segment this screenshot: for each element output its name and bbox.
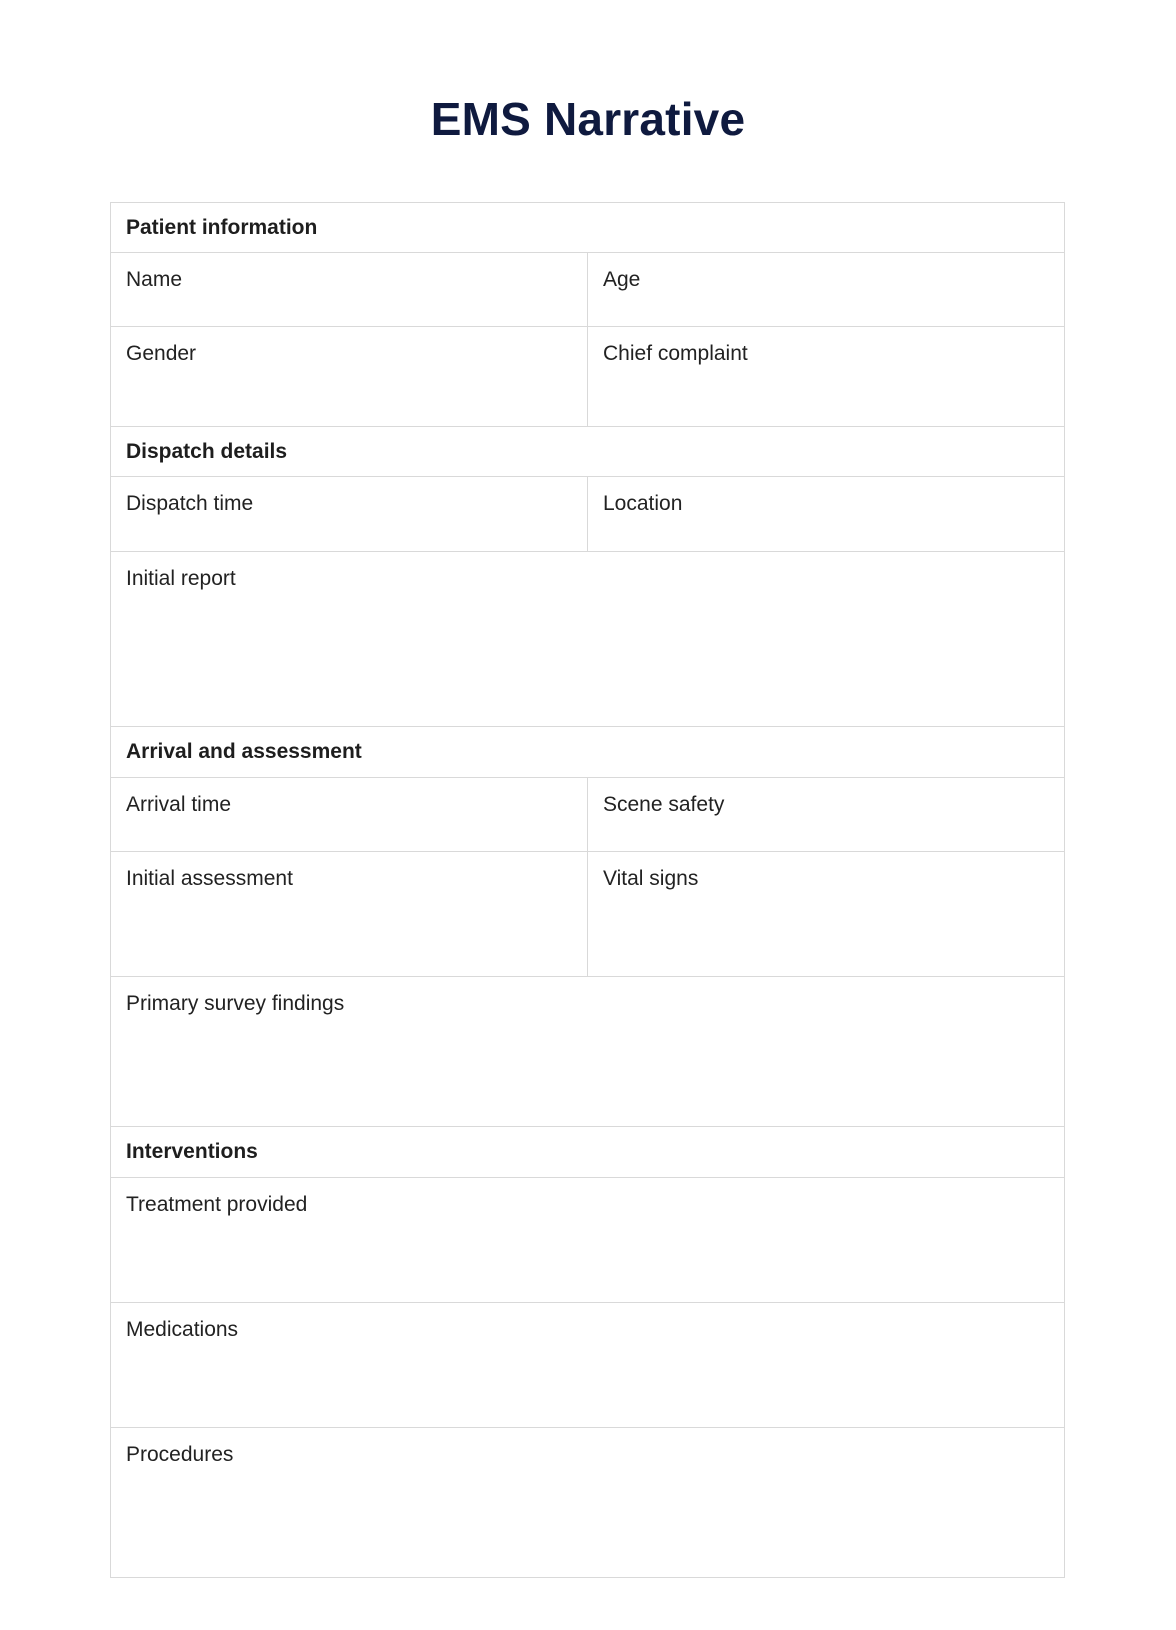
form-row	[111, 327, 1065, 427]
age-field[interactable]: Age	[588, 253, 1065, 327]
page-title: EMS Narrative	[430, 93, 746, 145]
section-row-interventions	[111, 1127, 1065, 1178]
gender-field[interactable]: Gender	[111, 327, 588, 427]
initial-assessment-field[interactable]: Initial assessment	[111, 852, 588, 977]
form-row	[111, 1428, 1065, 1578]
section-heading-interventions: Interventions	[111, 1127, 1065, 1178]
form-row	[111, 977, 1065, 1127]
form-row	[111, 1178, 1065, 1303]
section-row-patient	[111, 203, 1065, 253]
dispatch-time-field[interactable]: Dispatch time	[111, 477, 588, 552]
form-row	[111, 1303, 1065, 1428]
section-row-dispatch	[111, 427, 1065, 477]
form-row	[111, 778, 1065, 852]
arrival-time-field[interactable]: Arrival time	[111, 778, 588, 852]
scene-safety-field[interactable]: Scene safety	[588, 778, 1065, 852]
ems-form-table	[110, 202, 1065, 1578]
section-row-arrival	[111, 727, 1065, 778]
form-row	[111, 253, 1065, 327]
form-row	[111, 852, 1065, 977]
form-row	[111, 552, 1065, 727]
form-row	[111, 477, 1065, 552]
section-heading-arrival-and-assessment: Arrival and assessment	[111, 727, 1065, 778]
initial-report-field[interactable]: Initial report	[111, 552, 1065, 727]
medications-field[interactable]: Medications	[111, 1303, 1065, 1428]
procedures-field[interactable]: Procedures	[111, 1428, 1065, 1578]
location-field[interactable]: Location	[588, 477, 1065, 552]
section-heading-dispatch-details: Dispatch details	[111, 427, 1065, 477]
name-field[interactable]: Name	[111, 253, 588, 327]
vital-signs-field[interactable]: Vital signs	[588, 852, 1065, 977]
primary-survey-findings-field[interactable]: Primary survey findings	[111, 977, 1065, 1127]
chief-complaint-field[interactable]: Chief complaint	[588, 327, 1065, 427]
treatment-provided-field[interactable]: Treatment provided	[111, 1178, 1065, 1303]
section-heading-patient-information: Patient information	[111, 203, 1065, 253]
